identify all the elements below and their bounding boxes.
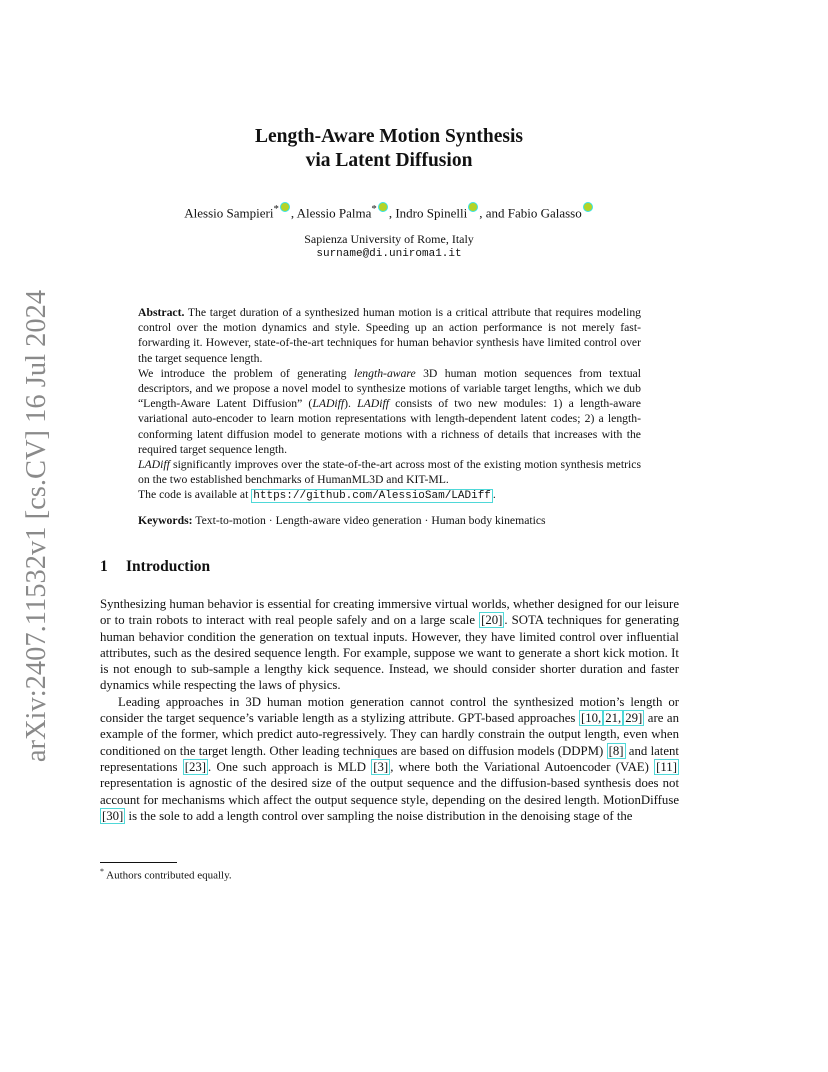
abstract-text: significantly improves over the state-of-the-art across most of the existing motion synthesis metrics on the two established benchmarks of HumanML3D and KIT-ML. — [138, 458, 641, 487]
body-text: and latent representations — [100, 743, 679, 774]
abstract-text: The code is available at — [138, 488, 252, 502]
body-paragraph — [100, 694, 679, 824]
citation-link[interactable]: [10, — [580, 711, 602, 726]
author-mark: * — [273, 203, 279, 215]
body-text: . SOTA techniques for generating human behavior condition the generation on textual inputs. However, they have limited control over influential attributes, such as the desired sequence length. For example, suppose we want to generate a short kick motion. It is not enough to sub-sample a lengthy kick sequence. Instead, we should consider shorter duration and faster dynamics while respecting the laws of physics. — [100, 613, 679, 693]
abstract-text: The target duration of a synthesized human motion is a critical attribute that requires modeling control over the motion dynamics and style. Speeding up an action performance is not merely fast-forwarding it. However, state-of-the-art techniques for human behavior synthesis have limited control over the target sequence length. — [138, 306, 642, 365]
abstract-label: Abstract. — [138, 306, 185, 319]
keywords-label: Keywords: — [138, 514, 193, 527]
citation-link[interactable]: [8] — [608, 743, 624, 758]
abstract-text: ). — [344, 397, 358, 411]
abstract-text: consists of two new modules: 1) a length-aware variational auto-encoder to learn motion representations with length-dependent latent codes; 2) a length-conforming latent diffusion model to generate motions with a richness of details that increases with the required target sequence length. — [138, 397, 641, 456]
abstract-paragraph — [138, 305, 641, 366]
author-mark: * — [371, 203, 377, 215]
affiliation: Sapienza University of Rome, Italy — [304, 232, 474, 246]
author-separator: , and — [479, 205, 508, 221]
author-name: Indro Spinelli — [395, 205, 468, 221]
orcid-icon[interactable] — [583, 202, 593, 212]
orcid-icon[interactable] — [378, 202, 388, 212]
body-text: are an example of the former, which predict auto-regressively. They can hardly constrain the output length, even when conditioned on the target length. Other leading techniques are based on diffusion models (DDPM) — [100, 711, 679, 758]
arxiv-stamp-text: arXiv:2407.11532v1 [cs.CV] 16 Jul 2024 — [21, 289, 52, 762]
section-heading — [100, 558, 210, 576]
author-name: Fabio Galasso — [507, 205, 582, 221]
code-link[interactable]: https://github.com/AlessioSam/LADiff — [253, 490, 491, 503]
body-paragraph — [100, 596, 679, 694]
body-text: Leading approaches in 3D human motion generation cannot control the synthesized motion’s length or consider the target sequence’s variable length as a stylizing attribute. GPT-based approaches — [100, 694, 679, 726]
author-name: Alessio Sampieri — [184, 205, 274, 221]
citation-link[interactable]: [20] — [481, 613, 503, 628]
abstract-emphasis: LADiff — [357, 397, 389, 411]
paper-title-line2: via Latent Diffusion — [305, 150, 473, 171]
section-number: 1 — [100, 558, 108, 575]
abstract-paragraph — [138, 457, 641, 487]
abstract — [138, 305, 641, 505]
footnote-rule — [100, 862, 177, 863]
body-text: Synthesizing human behavior is essential for creating immersive virtual worlds, whether designed for our leisure or to train robots to interact with real people safely and on a large scale — [100, 597, 679, 628]
keywords-text: Text-to-motion · Length-aware video generation · Human body kinematics — [195, 514, 546, 527]
footnote-mark: * — [100, 867, 104, 876]
abstract-paragraph — [138, 487, 641, 504]
footnote — [100, 867, 232, 882]
abstract-emphasis: LADiff — [138, 458, 170, 472]
abstract-emphasis: length-aware — [353, 366, 416, 380]
citation-link[interactable]: [3] — [373, 759, 389, 774]
abstract-text: 3D human motion sequences from textual descriptors, and we propose a novel model to synthesize motions of variable target lengths, which we dub “Length-Aware Latent Diffusion” ( — [138, 366, 641, 411]
citation-link[interactable]: 21, — [605, 711, 622, 726]
keywords — [138, 514, 641, 527]
author-name: Alessio Palma — [296, 205, 372, 221]
body-text: is the sole to add a length control over sampling the noise distribution in the denoising stage of the — [125, 808, 633, 823]
author-separator: , — [388, 205, 396, 221]
citation-link[interactable]: 29] — [625, 711, 643, 726]
citation-link[interactable]: [30] — [102, 808, 124, 823]
body-text: , where both the Variational Autoencoder (VAE) — [390, 759, 655, 774]
citation-link[interactable]: [11] — [656, 759, 677, 774]
abstract-text: We introduce the problem of generating — [138, 366, 354, 380]
paper-title-line1: Length-Aware Motion Synthesis — [255, 126, 523, 147]
orcid-icon[interactable] — [468, 202, 478, 212]
section-title: Introduction — [126, 558, 211, 575]
body-text: . One such approach is MLD — [208, 759, 372, 774]
abstract-paragraph — [138, 366, 641, 457]
arxiv-stamp — [17, 289, 57, 762]
author-email: surname@di.uniroma1.it — [316, 248, 462, 260]
footnote-text: Authors contributed equally. — [106, 869, 232, 882]
orcid-icon[interactable] — [280, 202, 290, 212]
abstract-text: . — [492, 488, 496, 502]
author-separator: , — [290, 205, 297, 221]
body-text: representation is agnostic of the desired size of the output sequence and the diffusion-based synthesis does not account for mechanisms which affect the output sequence style, depending on the desired length. MotionDiffuse — [100, 776, 679, 807]
abstract-emphasis: LADiff — [312, 397, 345, 411]
introduction-body — [100, 596, 679, 824]
citation-link[interactable]: [23] — [184, 759, 207, 774]
author-list — [0, 202, 778, 221]
